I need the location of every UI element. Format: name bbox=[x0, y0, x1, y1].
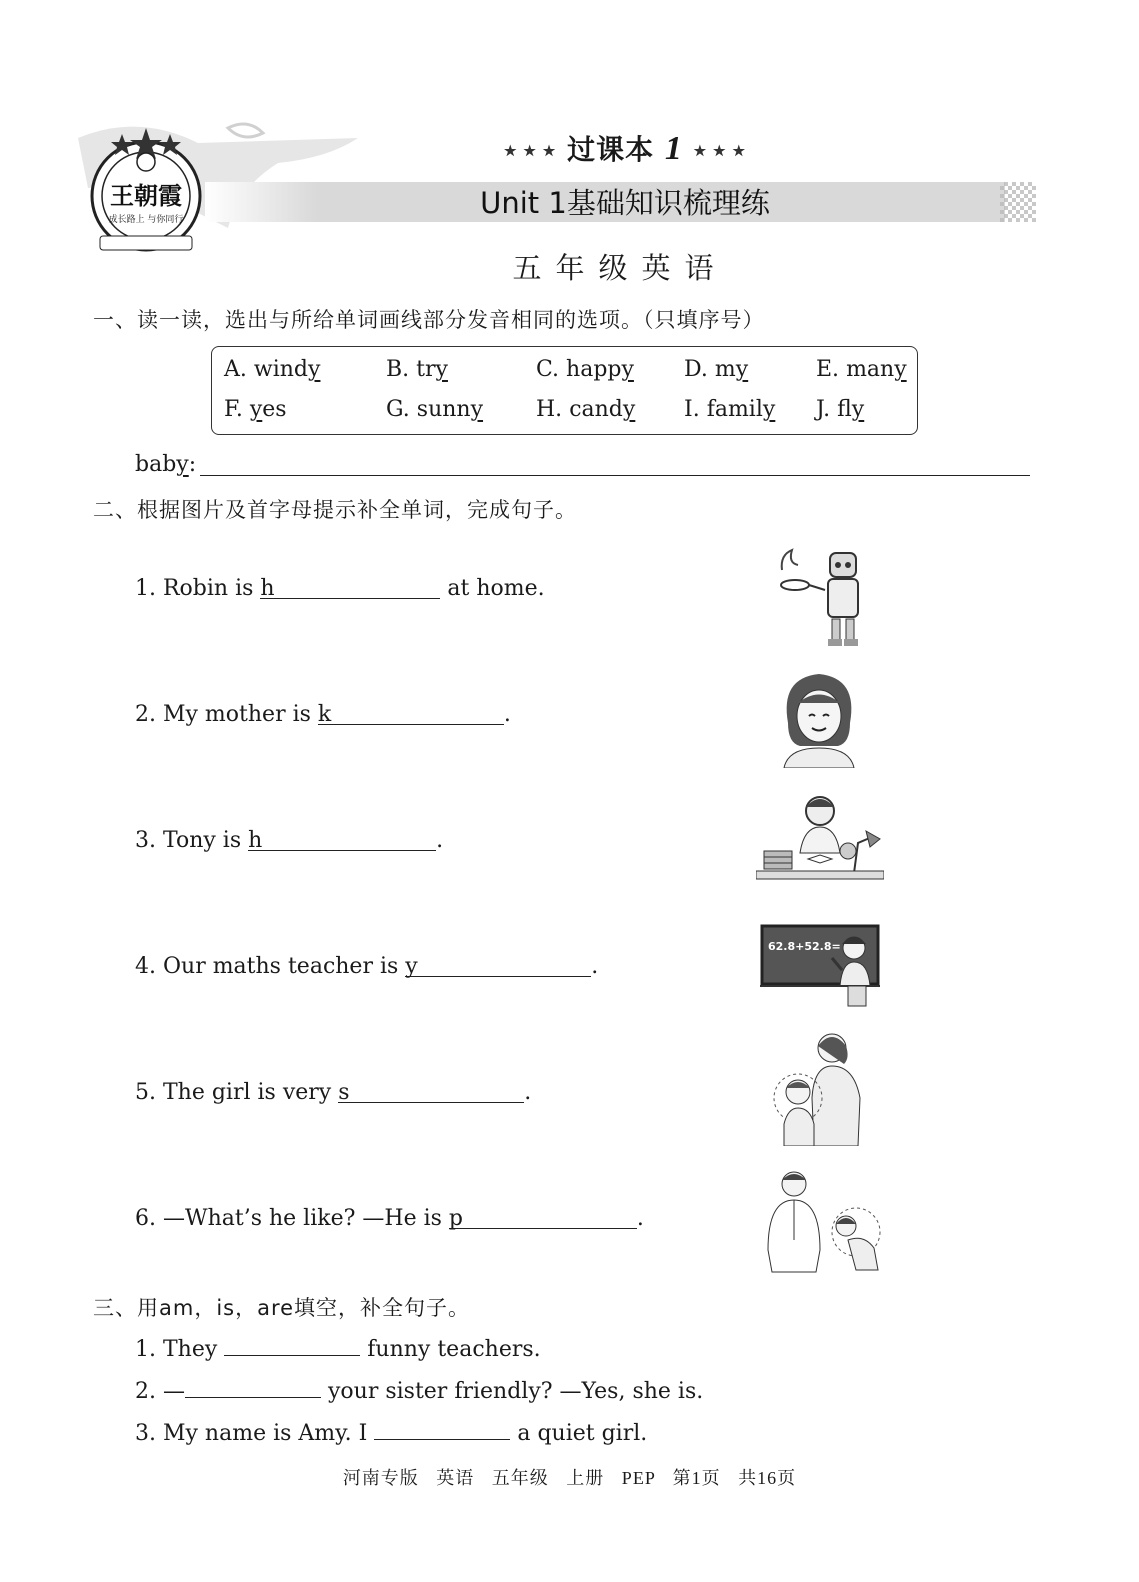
given-word-underlined: y bbox=[176, 452, 189, 477]
sentence-text: 3. My name is Amy. I bbox=[135, 1421, 375, 1446]
verb-sentence-3 bbox=[135, 1417, 647, 1446]
mother-picture bbox=[778, 668, 860, 772]
section1-title: 一、读一读，选出与所给单词画线部分发音相同的选项。（只填序号） bbox=[93, 308, 765, 332]
sentence-ending: . bbox=[591, 954, 599, 979]
option-word-underlined: y bbox=[621, 357, 634, 382]
option-word-prefix: m bbox=[714, 357, 736, 382]
page-footer: 河南专版 英语 五年级 上册 PEP 第1页 共16页 bbox=[342, 1468, 797, 1488]
answer-blank[interactable] bbox=[224, 1333, 360, 1356]
option-d bbox=[684, 357, 748, 382]
option-a bbox=[224, 357, 320, 382]
sentence-text: 2. — bbox=[135, 1379, 185, 1404]
sentence-text: 3. Tony is bbox=[135, 828, 249, 853]
answer-blank[interactable] bbox=[449, 1206, 637, 1229]
sentence-ending: . bbox=[503, 702, 511, 727]
given-word-prefix: bab bbox=[135, 452, 177, 477]
option-word-prefix: wind bbox=[253, 357, 309, 382]
logo-brand-text: 王朝霞 bbox=[110, 182, 182, 210]
option-j bbox=[816, 397, 864, 422]
section3-title: 三、用am，is，are填空，补全句子。 bbox=[93, 1296, 471, 1320]
sentence-ending: funny teachers. bbox=[360, 1337, 541, 1362]
maths-teacher-picture bbox=[760, 922, 882, 1014]
option-letter: D. bbox=[684, 357, 708, 382]
given-word-suffix: : bbox=[188, 452, 197, 477]
sentence-ending: . bbox=[636, 1206, 644, 1231]
sentence-text: 4. Our maths teacher is bbox=[135, 954, 406, 979]
answer-blank[interactable] bbox=[185, 1375, 321, 1398]
initial-letter-hint: p bbox=[448, 1206, 464, 1231]
sentence-text: 1. Robin is bbox=[135, 576, 261, 601]
option-word-prefix: famil bbox=[706, 397, 763, 422]
option-word-underlined: y bbox=[470, 397, 484, 422]
answer-blank[interactable] bbox=[318, 702, 504, 725]
verb-sentence-1 bbox=[135, 1333, 541, 1362]
fill-sentence-5 bbox=[135, 1080, 531, 1105]
option-word-underlined: y bbox=[735, 357, 749, 382]
option-h bbox=[536, 397, 635, 422]
sentence-text: 6. —What’s he like? —He is bbox=[135, 1206, 449, 1231]
option-f bbox=[224, 397, 287, 422]
option-word-prefix: man bbox=[846, 357, 895, 382]
sentence-text: 1. They bbox=[135, 1337, 225, 1362]
option-letter: J. bbox=[816, 397, 831, 422]
option-word-prefix: sunn bbox=[416, 397, 471, 422]
sentence-ending: at home. bbox=[440, 576, 545, 601]
option-letter: H. bbox=[536, 397, 563, 422]
option-e bbox=[816, 357, 907, 382]
sentence-ending: your sister friendly? —Yes, she is. bbox=[320, 1379, 704, 1404]
series-label: ★ ★ ★ 过课本 1 ★ ★ ★ bbox=[503, 130, 747, 167]
option-letter: A. bbox=[224, 357, 247, 382]
unit-title: Unit 1基础知识梳理练 bbox=[480, 186, 770, 220]
given-word-line bbox=[135, 452, 196, 477]
sentence-ending: . bbox=[524, 1080, 532, 1105]
option-word-prefix: tr bbox=[416, 357, 436, 382]
word-options-box bbox=[211, 346, 918, 435]
fill-sentence-1 bbox=[135, 576, 545, 601]
option-i bbox=[684, 397, 775, 422]
fill-sentence-2 bbox=[135, 702, 511, 727]
option-word-suffix: es bbox=[262, 397, 287, 422]
logo-slogan: 成长路上 与你同行 bbox=[108, 215, 184, 225]
option-letter: F. bbox=[224, 397, 243, 422]
option-word-prefix: cand bbox=[569, 397, 623, 422]
given-word-answer-line[interactable] bbox=[200, 475, 1030, 476]
polite-man-picture bbox=[760, 1170, 882, 1282]
option-word-underlined: y bbox=[851, 397, 865, 422]
answer-blank[interactable] bbox=[405, 954, 591, 977]
sentence-text: 5. The girl is very bbox=[135, 1080, 339, 1105]
boy-studying-picture bbox=[756, 793, 884, 892]
robot-cooking-picture bbox=[770, 545, 870, 654]
initial-letter-hint: k bbox=[317, 702, 332, 727]
option-letter: C. bbox=[536, 357, 560, 382]
option-word-prefix: fl bbox=[837, 397, 852, 422]
option-word-underlined: y bbox=[435, 357, 448, 382]
section2-title: 二、根据图片及首字母提示补全单词，完成句子。 bbox=[93, 498, 577, 522]
answer-blank[interactable] bbox=[374, 1417, 510, 1440]
shy-girl-picture bbox=[770, 1028, 868, 1150]
option-letter: I. bbox=[684, 397, 700, 422]
option-b bbox=[386, 357, 448, 382]
answer-blank[interactable] bbox=[248, 828, 436, 851]
subject-heading: 五年级英语 bbox=[512, 251, 728, 285]
option-c bbox=[536, 357, 634, 382]
option-letter: G. bbox=[386, 397, 410, 422]
option-word-prefix: happ bbox=[566, 357, 622, 382]
option-word-underlined: y bbox=[249, 397, 263, 422]
fill-sentence-6 bbox=[135, 1206, 644, 1231]
initial-letter-hint: s bbox=[338, 1080, 350, 1105]
option-g bbox=[386, 397, 483, 422]
option-word-underlined: y bbox=[622, 397, 636, 422]
sentence-text: 2. My mother is bbox=[135, 702, 318, 727]
series-number: 1 bbox=[664, 130, 683, 167]
verb-sentence-2 bbox=[135, 1375, 703, 1404]
initial-letter-hint: h bbox=[248, 828, 263, 853]
fill-sentence-4 bbox=[135, 954, 598, 979]
initial-letter-hint: y bbox=[405, 954, 418, 979]
fill-sentence-3 bbox=[135, 828, 443, 853]
initial-letter-hint: h bbox=[260, 576, 275, 601]
board-text: 62.8+52.8= bbox=[768, 940, 841, 953]
option-letter: E. bbox=[816, 357, 840, 382]
option-word-underlined: y bbox=[894, 357, 907, 382]
sentence-ending: . bbox=[436, 828, 444, 853]
option-letter: B. bbox=[386, 357, 410, 382]
answer-blank[interactable] bbox=[338, 1080, 524, 1103]
series-text: 过课本 bbox=[567, 133, 655, 166]
option-word-underlined: y bbox=[762, 397, 776, 422]
sentence-ending: a quiet girl. bbox=[510, 1421, 648, 1446]
option-word-underlined: y bbox=[308, 357, 321, 382]
answer-blank[interactable] bbox=[260, 576, 440, 599]
